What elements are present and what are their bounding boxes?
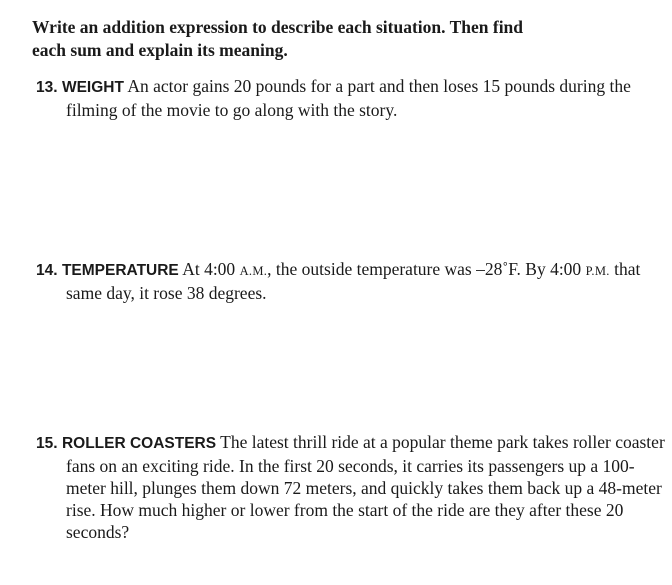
problem-text: An actor gains 20 pounds for a part and then loses 15 pounds during the filming of the movie to go along with the story. xyxy=(66,76,631,120)
problem-text-part-1: At 4:00 xyxy=(182,259,236,279)
problem-text: The latest thrill ride at a popular theme park takes roller coaster fans on an exciting ride. In the first 20 seconds, it carries its passengers up a 100-meter hill, plunges them down 72 meters, and quickly takes them back up a 48-meter rise. How much higher or lower from the start of the ride are they after these 20 seconds? xyxy=(66,432,665,542)
problem-13 xyxy=(36,75,666,121)
problem-text-part-2: , the outside temperature was –28˚F. By 4:00 xyxy=(267,259,582,279)
problem-15 xyxy=(36,431,666,543)
problem-topic: ROLLER COASTERS xyxy=(61,435,217,452)
instructions-line-1: Write an addition expression to describe each situation. Then find xyxy=(32,17,524,37)
problem-number: 13. xyxy=(36,79,58,96)
problem-14 xyxy=(36,258,666,304)
problem-number: 14. xyxy=(36,262,58,279)
am-label: A.M. xyxy=(239,264,268,278)
problem-text-part-3: that same day, it rose 38 degrees. xyxy=(66,259,641,303)
problem-number: 15. xyxy=(36,435,58,452)
pm-label: P.M. xyxy=(585,264,610,278)
instructions xyxy=(32,16,632,62)
problem-topic: WEIGHT xyxy=(61,79,124,96)
instructions-line-2: each sum and explain its meaning. xyxy=(32,40,288,60)
problem-topic: TEMPERATURE xyxy=(61,262,179,279)
